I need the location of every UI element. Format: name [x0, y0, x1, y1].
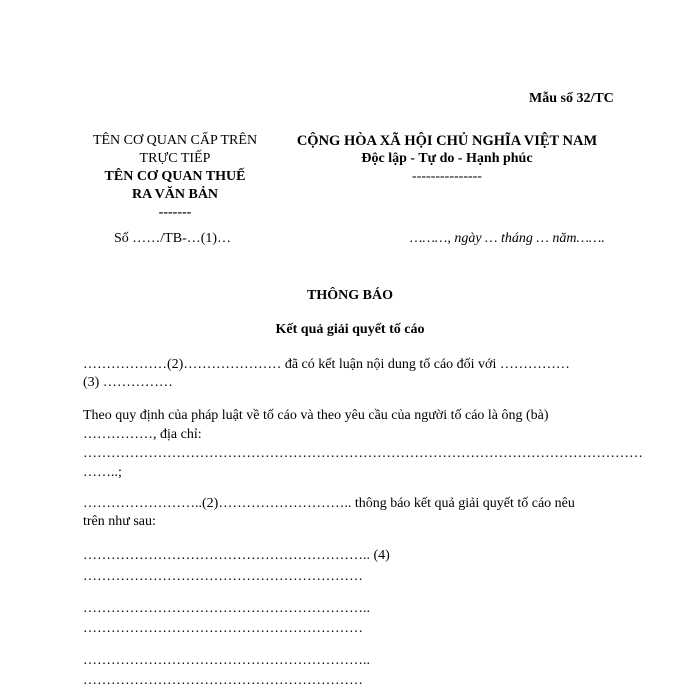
motto-divider: --------------- [412, 169, 482, 184]
body-line: trên như sau: [83, 514, 156, 529]
national-title: CỘNG HÒA XÃ HỘI CHỦ NGHĨA VIỆT NAM [296, 133, 598, 149]
form-number: Mẫu số 32/TC [529, 91, 614, 106]
body-line: Theo quy định của pháp luật về tố cáo và theo yêu cầu của người tố cáo là ông (bà) [83, 408, 549, 423]
national-motto-block [284, 132, 610, 186]
issuing-agency-block [70, 132, 280, 222]
body-line: ……..; [83, 465, 122, 480]
body-line: …………………………………………………… [83, 621, 363, 636]
document-date: ………, ngày … tháng … năm……. [410, 231, 605, 246]
document-subtitle: Kết quả giải quyết tố cáo [275, 322, 425, 337]
body-line: …………………………………………………….. [83, 653, 370, 668]
document-title: THÔNG BÁO [307, 288, 393, 303]
agency-issuer-line2: RA VĂN BẢN [131, 187, 219, 202]
national-motto: Độc lập - Tự do - Hạnh phúc [361, 151, 533, 166]
agency-parent-line1: TÊN CƠ QUAN CẤP TRÊN [92, 133, 258, 148]
body-line: (3) …………… [83, 375, 173, 390]
body-line: …………………………………………………….. (4) [83, 548, 390, 563]
agency-divider: ------- [158, 205, 192, 220]
body-line: …………………………………………………… [83, 569, 363, 584]
body-line: …………………………………………………….. [83, 601, 370, 616]
body-line: ……………, địa chỉ: [83, 427, 202, 442]
body-line: ………………………………………………………………………………………………………… [83, 446, 643, 461]
agency-issuer-line1: TÊN CƠ QUAN THUẾ [104, 169, 246, 184]
body-line: ………………(2)………………… đã có kết luận nội dung tố cáo đối với …………… [83, 357, 570, 372]
body-line: …………………………………………………… [83, 673, 363, 688]
body-line: ……………………..(2)……………………….. thông báo kết quả giải quyết tố cáo nêu [83, 496, 575, 511]
agency-parent-line2: TRỰC TIẾP [139, 151, 211, 166]
document-number: Số ……/TB-…(1)… [114, 231, 232, 246]
